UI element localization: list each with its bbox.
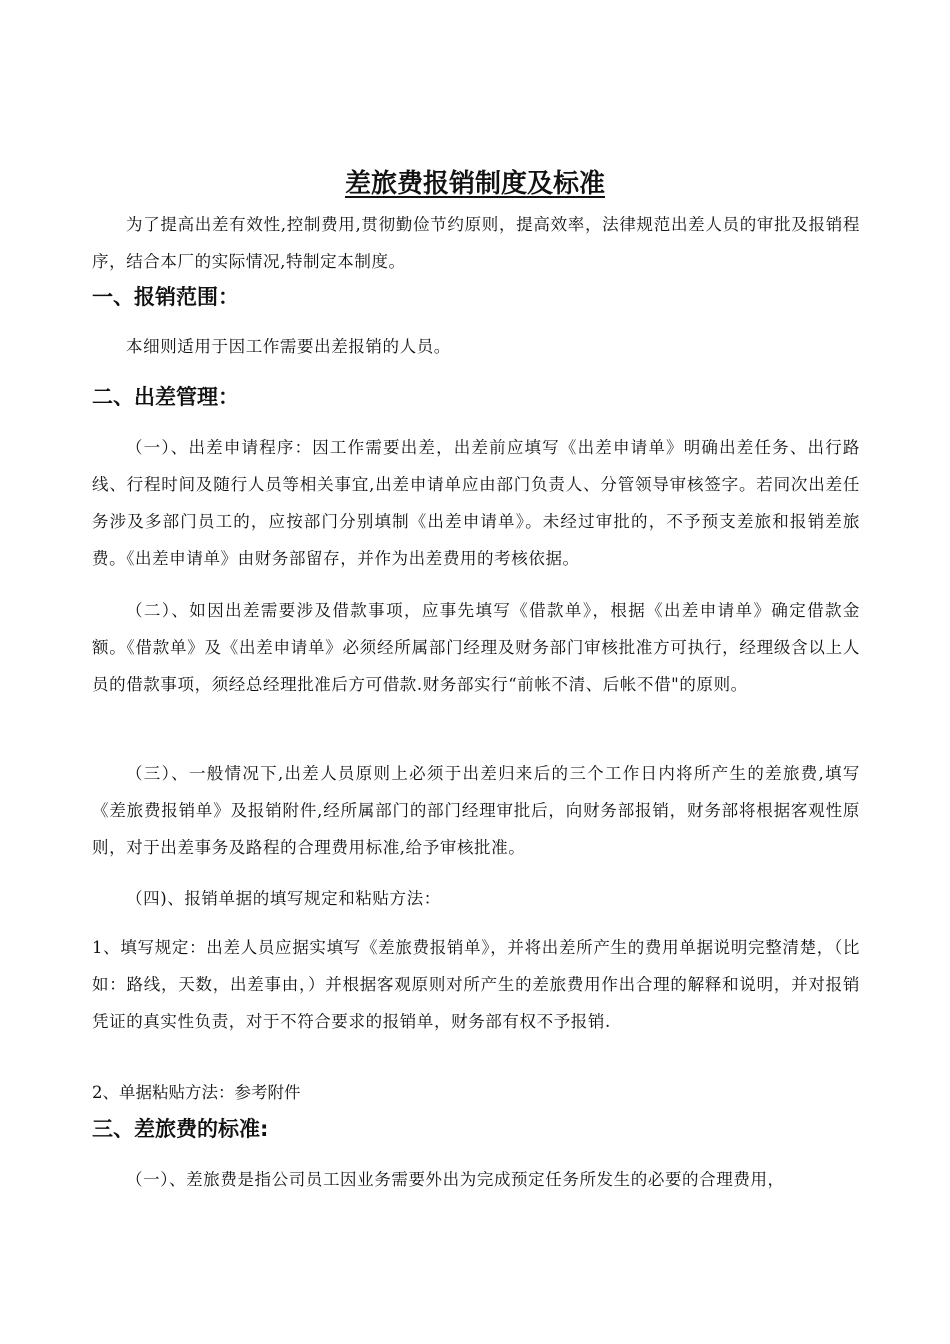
section-heading-management: 二、出差管理： — [92, 385, 239, 409]
standards-paragraph-1: （一）、差旅费是指公司员工因业务需要外出为完成预定任务所发生的必要的合理费用， — [126, 1170, 785, 1189]
section-heading-standards: 三、差旅费的标准: — [92, 1117, 269, 1141]
management-paragraph-3: （三）、一般情况下,出差人员原则上必须于出差归来后的三个工作日内将所产生的差旅费,填写《差旅费报销单》及报销附件,经所属部门的部门经理审批后，向财务部报销，财务部将根据客观性原则，对于出差事务及路程的合理费用标准,给予审核批准。 — [92, 764, 860, 857]
section-heading-scope: 一、报销范围： — [92, 285, 239, 309]
management-paragraph-1: （一）、出差申请程序：因工作需要出差，出差前应填写《出差申请单》明确出差任务、出行路线、行程时间及随行人员等相关事宜,出差申请单应由部门负责人、分管领导审核签字。若同次出差任务涉及多部门员工的，应按部门分别填制《出差申请单》。未经过审批的，不予预支差旅和报销差旅费。《出差申请单》由财务部留存，并作为出差费用的考核依据。 — [92, 438, 860, 568]
management-paragraph-5: 1、填写规定：出差人员应据实填写《差旅费报销单》，并将出差所产生的费用单据说明完整清楚，（比如：路线，天数，出差事由，）并根据客观原则对所产生的差旅费用作出合理的解释和说明，并对报销凭证的真实性负责，对于不符合要求的报销单，财务部有权不予报销. — [92, 938, 860, 1031]
scope-paragraph: 本细则适用于因工作需要出差报销的人员。 — [126, 337, 451, 356]
management-paragraph-2: （二）、如因出差需要涉及借款事项，应事先填写《借款单》，根据《出差申请单》确定借款金额。《借款单》及《出差申请单》必须经所属部门经理及财务部门审核批准方可执行，经理级含以上人员的借款事项，须经总经理批准后方可借款.财务部实行“前帐不清、后帐不借"的原则。 — [92, 601, 860, 694]
intro-paragraph: 为了提高出差有效性,控制费用,贯彻勤俭节约原则，提高效率，法律规范出差人员的审批及报销程序，结合本厂的实际情况,特制定本制度。 — [92, 215, 860, 271]
document-title: 差旅费报销制度及标准 — [344, 169, 605, 199]
management-paragraph-4: （四)、报销单据的填写规定和粘贴方法： — [126, 889, 441, 908]
management-paragraph-6: 2、单据粘贴方法：参考附件 — [92, 1083, 301, 1102]
